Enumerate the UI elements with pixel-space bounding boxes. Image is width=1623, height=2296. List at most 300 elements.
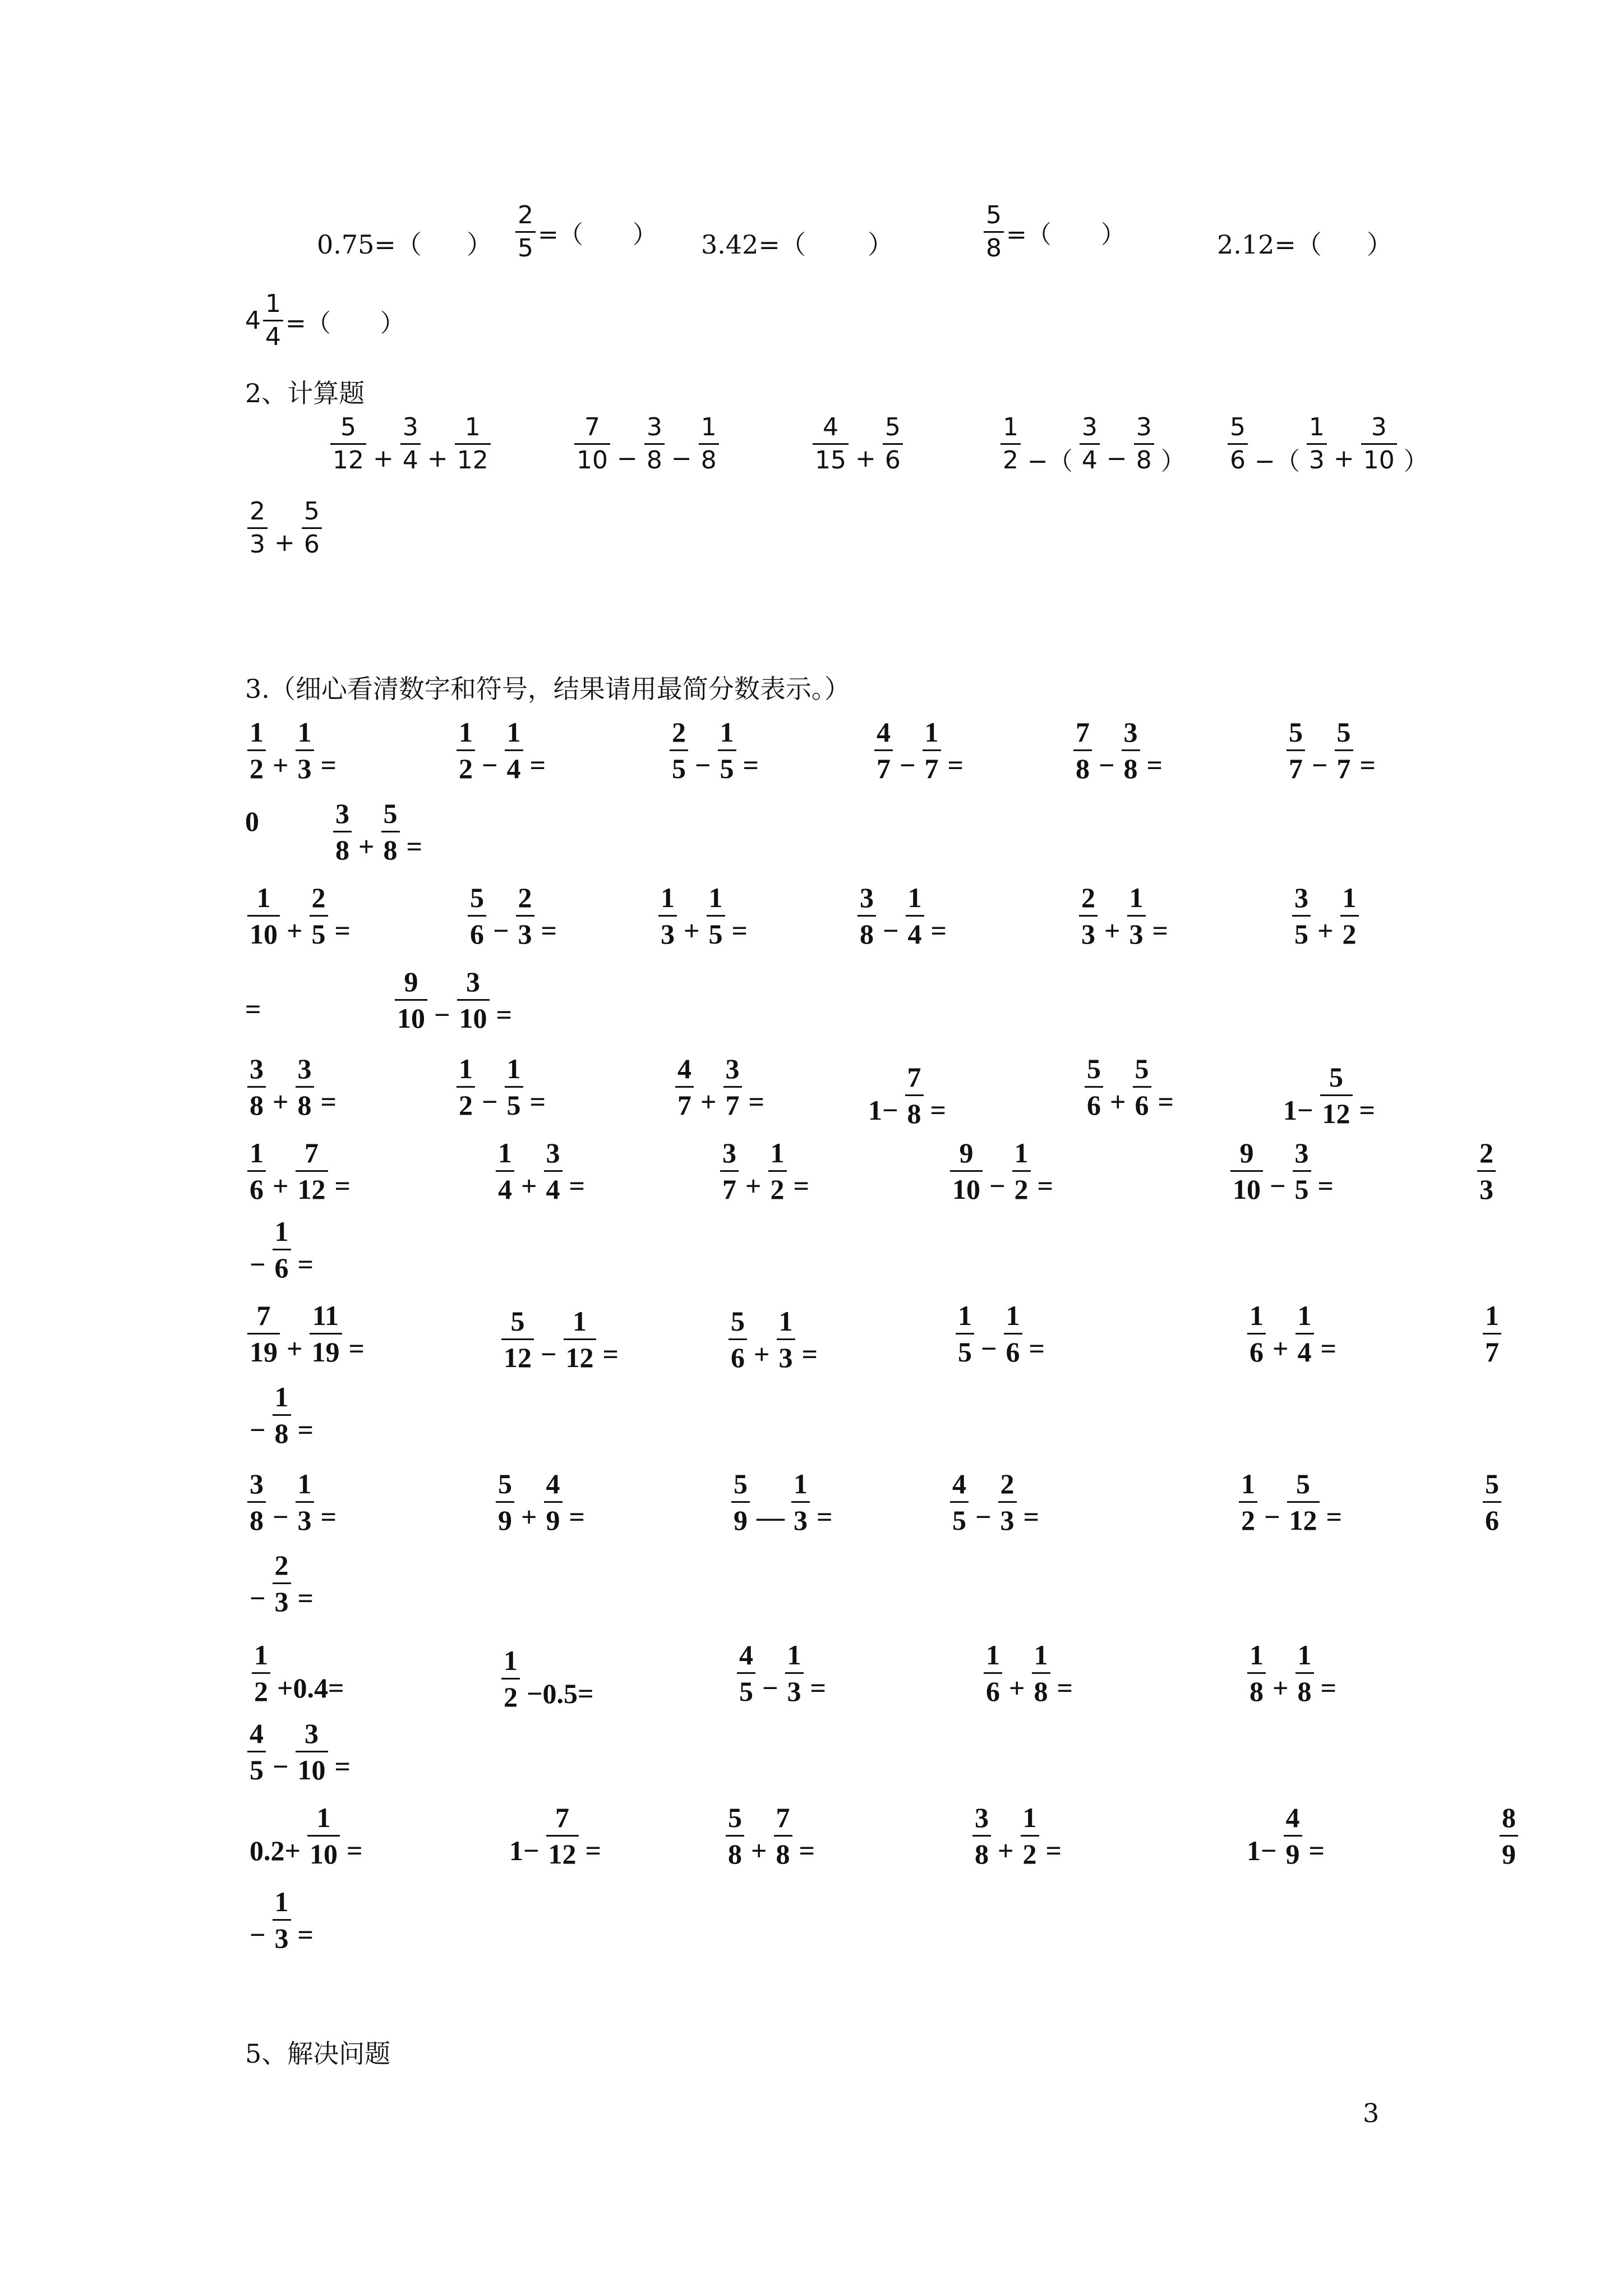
fraction-bar (1295, 1333, 1314, 1335)
fraction-bar (950, 1170, 983, 1172)
fraction (574, 415, 610, 473)
fraction (310, 1301, 342, 1366)
fraction (1021, 1803, 1039, 1868)
denominator: 6 (470, 918, 484, 950)
numerator: 1 (1249, 1639, 1264, 1671)
exercise-item-32 (726, 1307, 822, 1372)
operator: = (1057, 1672, 1073, 1704)
fraction (726, 1803, 744, 1868)
operator: − (762, 1672, 778, 1704)
fraction-bar (857, 915, 876, 917)
exercise-item-31 (499, 1307, 623, 1372)
denominator: 9 (1502, 1838, 1516, 1870)
numerator: 1 (256, 882, 271, 913)
operator: = (731, 914, 748, 946)
fraction (247, 1055, 266, 1119)
fraction (247, 884, 280, 948)
operator: = (348, 1332, 365, 1364)
fraction (728, 1307, 747, 1372)
exercise-item-37 (245, 1470, 341, 1534)
numerator: 2 (518, 882, 532, 913)
operator: + (855, 444, 876, 473)
numerator: 2 (311, 882, 326, 913)
numerator: 9 (404, 966, 418, 997)
fraction (1335, 718, 1353, 783)
fraction (273, 1888, 291, 1952)
fraction-bar (670, 749, 688, 751)
numerator: 1 (1034, 1639, 1048, 1671)
numerator: 3 (546, 1137, 560, 1168)
denominator: 3 (274, 1586, 289, 1617)
numerator: 5 (1296, 1468, 1310, 1499)
numerator: 4 (546, 1468, 560, 1499)
denominator: 12 (565, 1342, 594, 1373)
denominator: 2 (459, 1089, 473, 1121)
fraction (984, 1641, 1002, 1705)
operator: + (274, 528, 295, 557)
numerator: 5 (1135, 1053, 1149, 1084)
operator: = (529, 749, 546, 781)
numerator: 1 (498, 1137, 512, 1168)
fraction-bar (956, 1333, 974, 1335)
fraction (468, 884, 486, 948)
denominator: 8 (250, 1089, 264, 1121)
fraction-bar (1004, 1333, 1022, 1335)
numerator: 5 (1289, 716, 1303, 748)
denominator: 2 (1003, 446, 1018, 475)
fraction (658, 884, 677, 948)
operator: + (1110, 1085, 1126, 1117)
numerator: 5 (340, 413, 356, 441)
fraction-bar (457, 999, 490, 1001)
fraction-bar (1000, 443, 1021, 445)
exercise-item-12 (855, 884, 951, 948)
fraction (505, 1055, 523, 1119)
denominator: 12 (297, 1174, 326, 1205)
fraction-bar (1085, 1086, 1103, 1088)
exercise-item-29 (245, 1217, 318, 1282)
operator: = (541, 914, 557, 946)
denominator: 3 (794, 1504, 808, 1536)
operator: −0.5= (527, 1677, 594, 1709)
fraction-bar (296, 1501, 314, 1503)
exercise-item-52 (723, 1803, 819, 1868)
fraction-bar (296, 1086, 314, 1088)
fraction-bar (675, 1086, 694, 1088)
exercise-item-34 (1245, 1301, 1341, 1366)
numerator: 1 (254, 1639, 268, 1671)
operator: + (754, 1338, 770, 1370)
operator: — (757, 1501, 785, 1533)
fraction (950, 1139, 983, 1203)
fraction (670, 718, 688, 783)
fraction-bar (455, 443, 491, 445)
fraction-bar (1292, 915, 1311, 917)
fraction-bar (1073, 749, 1092, 751)
denominator: 5 (1294, 1174, 1309, 1205)
numerator: 3 (646, 413, 662, 441)
denominator: 6 (1006, 1336, 1020, 1368)
denominator: 2 (1342, 918, 1357, 950)
fraction-bar (972, 1835, 991, 1837)
numerator: 1 (506, 1053, 521, 1084)
exercise-item-49 (245, 1719, 355, 1784)
denominator: 3 (1308, 446, 1325, 475)
numerator: 3 (725, 1053, 740, 1084)
numerator: 4 (952, 1468, 966, 1499)
denominator: 8 (383, 834, 398, 866)
operator: − (250, 1918, 266, 1950)
operator: = (297, 1248, 313, 1280)
operator: − (1106, 444, 1127, 473)
denominator: 10 (952, 1174, 980, 1205)
sec1-item-1 (317, 224, 492, 261)
denominator: 4 (506, 753, 521, 784)
fraction (395, 968, 427, 1032)
denominator: 3 (1479, 1174, 1493, 1205)
fraction (774, 1803, 792, 1868)
section-2-title: 2、计算题 (245, 378, 365, 408)
numerator: 5 (303, 497, 320, 526)
denominator: 8 (297, 1089, 312, 1121)
numerator: 7 (584, 413, 600, 441)
fraction-bar (310, 1333, 342, 1335)
fraction-bar (1247, 1333, 1266, 1335)
fraction-bar (1293, 1170, 1311, 1172)
exercise-item-45 (499, 1646, 598, 1711)
numerator: 3 (250, 1053, 264, 1084)
denominator: 5 (720, 753, 734, 784)
denominator: 3 (1081, 918, 1095, 950)
fraction-bar (1335, 749, 1353, 751)
fraction (247, 1719, 266, 1784)
fraction (455, 415, 491, 473)
numerator: 4 (677, 1053, 691, 1084)
fraction (1012, 1139, 1031, 1203)
fraction (330, 415, 366, 473)
operator: ） (1403, 447, 1428, 476)
denominator: 6 (884, 446, 901, 475)
fraction-bar (1284, 1835, 1302, 1837)
operator: + (1009, 1672, 1025, 1704)
fraction-bar (544, 1501, 562, 1503)
operator: = (245, 993, 261, 1025)
fraction (874, 718, 893, 783)
numerator: 3 (335, 798, 349, 829)
numerator: 2 (1000, 1468, 1015, 1499)
operator: 0 (245, 806, 259, 837)
denominator: 6 (1087, 1089, 1101, 1121)
sec1-item-1-pre: 0.75=（ (317, 229, 422, 260)
fraction (516, 884, 534, 948)
fraction (906, 884, 924, 948)
numerator: 1 (1485, 1300, 1499, 1331)
numerator: 1 (770, 1137, 785, 1168)
denominator: 10 (459, 1002, 487, 1034)
fraction-bar (395, 999, 427, 1001)
operator: = (334, 1750, 351, 1782)
numerator: 5 (1087, 1053, 1101, 1084)
operator: = (947, 749, 963, 781)
fraction (296, 1719, 328, 1784)
fraction (737, 1641, 755, 1705)
fraction: $\frac{5}{8}$ (984, 203, 1004, 261)
operator: − (273, 1501, 289, 1533)
fraction-bar (307, 1835, 340, 1837)
page-number: 3 (1363, 2098, 1380, 2128)
exercise-item-23 (245, 1139, 355, 1203)
denominator: 5 (250, 1754, 264, 1786)
fraction-bar (1122, 749, 1140, 751)
numerator: 7 (555, 1802, 569, 1833)
denominator: 5 (1294, 918, 1308, 950)
fraction-bar (1230, 1170, 1263, 1172)
fraction (1293, 1139, 1311, 1203)
numerator: 9 (959, 1137, 974, 1168)
operator: = (334, 914, 351, 946)
fraction-bar (699, 443, 719, 445)
operator: = (801, 1338, 818, 1370)
numerator: 1 (1003, 413, 1018, 441)
fraction-bar (658, 915, 677, 917)
operator: + (998, 1834, 1014, 1866)
denominator: 12 (548, 1838, 577, 1870)
denominator: 4 (546, 1174, 560, 1205)
exercise-item-30 (245, 1301, 369, 1366)
fraction-bar (516, 915, 534, 917)
denominator: 19 (250, 1336, 278, 1368)
denominator: 8 (975, 1838, 989, 1870)
fraction-bar (247, 1501, 266, 1503)
fraction (273, 1383, 291, 1447)
numerator: 5 (884, 413, 901, 441)
fraction (1284, 1803, 1302, 1868)
fraction (1340, 884, 1359, 948)
numerator: 3 (1294, 1137, 1309, 1168)
numerator: 1 (986, 1639, 1000, 1671)
operator: 1− (1247, 1834, 1277, 1866)
numerator: 3 (1136, 413, 1152, 441)
fraction (1032, 1641, 1050, 1705)
exercise-item-51 (505, 1803, 606, 1868)
numerator: 2 (1081, 882, 1095, 913)
numerator: 8 (1502, 1802, 1516, 1833)
operator: = (406, 830, 422, 862)
denominator: 6 (1230, 446, 1246, 475)
fraction-bar (785, 1672, 804, 1674)
fraction-bar (1239, 1501, 1257, 1503)
exercise-item-48 (1245, 1641, 1341, 1705)
operator: − (900, 749, 916, 781)
numerator: 3 (722, 1137, 736, 1168)
numerator: 5 (1336, 716, 1351, 748)
operator: = (569, 1170, 585, 1202)
fraction-bar (501, 1678, 520, 1680)
denominator: 5 (952, 1504, 966, 1536)
denominator: 6 (986, 1676, 1000, 1707)
fraction (1133, 1055, 1151, 1119)
operator: − (250, 1248, 266, 1280)
denominator: 12 (457, 446, 488, 475)
exercise-item-2 (454, 718, 550, 783)
denominator: 8 (728, 1838, 742, 1870)
operator: − (482, 1085, 498, 1117)
exercise-item-25 (718, 1139, 814, 1203)
fraction-bar (273, 1414, 291, 1416)
exercise-item-4 (872, 718, 968, 783)
exercise-item-6 (1284, 718, 1380, 783)
fraction (496, 1139, 514, 1203)
operator: = (1359, 749, 1376, 781)
fraction-bar (252, 1672, 270, 1674)
fraction-bar (1134, 443, 1154, 445)
fraction-bar (330, 443, 366, 445)
fraction (252, 1641, 270, 1705)
operator: + (521, 1170, 537, 1202)
numerator: 11 (312, 1300, 339, 1331)
fraction (1483, 1470, 1501, 1534)
operator: + (1333, 444, 1354, 473)
numerator: 7 (305, 1137, 319, 1168)
denominator: 8 (1249, 1676, 1264, 1707)
fraction (720, 1139, 739, 1203)
fraction (1239, 1470, 1257, 1534)
exercise-item-8 (331, 799, 427, 864)
denominator: 8 (250, 1504, 264, 1536)
numerator: 1 (1342, 882, 1357, 913)
operator: = (297, 1918, 313, 1950)
operator: = (585, 1834, 601, 1866)
fraction-bar (1228, 443, 1248, 445)
operator: + (273, 749, 289, 781)
operator: = (529, 1085, 546, 1117)
fraction-bar (1287, 1501, 1320, 1503)
fraction (1287, 718, 1305, 783)
denominator: 10 (397, 1002, 425, 1034)
operator: = (793, 1170, 809, 1202)
denominator: 3 (787, 1676, 801, 1707)
exercise-item-15 (245, 993, 261, 1025)
operator: = (1320, 1332, 1336, 1364)
numerator: 5 (470, 882, 484, 913)
fraction-bar (998, 1501, 1017, 1503)
denominator: 10 (1233, 1174, 1261, 1205)
fraction-bar (1500, 1835, 1518, 1837)
denominator: 8 (274, 1418, 289, 1449)
fraction-bar (247, 527, 268, 529)
denominator: 2 (1014, 1174, 1029, 1205)
exercise-item-1 (245, 718, 341, 783)
fraction-bar (296, 749, 314, 751)
denominator: 9 (1285, 1838, 1300, 1870)
operator: + (1272, 1672, 1289, 1704)
exercise-item-26 (948, 1139, 1058, 1203)
exercise-item-5 (1071, 718, 1167, 783)
fraction (564, 1307, 596, 1372)
fraction (905, 1063, 924, 1128)
operator: − (883, 914, 899, 946)
numerator: 1 (250, 1137, 264, 1168)
operator: + (273, 1085, 289, 1117)
fraction-bar (1127, 915, 1146, 917)
numerator: 5 (498, 1468, 512, 1499)
denominator: 8 (907, 1098, 921, 1129)
exercise-item-27 (1228, 1139, 1338, 1203)
fraction (972, 1803, 991, 1868)
denominator: 9 (498, 1504, 512, 1536)
exercise-item-39 (729, 1470, 837, 1534)
numerator: 1 (459, 1053, 473, 1084)
denominator: 3 (250, 530, 265, 559)
fraction (457, 968, 490, 1032)
fraction-bar (457, 1086, 475, 1088)
numerator: 5 (731, 1305, 745, 1337)
numerator: 2 (250, 497, 265, 526)
fraction (956, 1301, 974, 1366)
fraction (699, 415, 719, 473)
calc-item-4 (998, 413, 1190, 476)
fraction (247, 1139, 266, 1203)
exercise-item-19 (673, 1055, 769, 1119)
fraction (307, 1803, 340, 1868)
numerator: 7 (907, 1061, 921, 1093)
fraction (718, 718, 736, 783)
operator: + (427, 444, 448, 473)
calc-item-1 (328, 415, 493, 473)
operator: = (1308, 1834, 1325, 1866)
fraction-bar (1477, 1170, 1496, 1172)
fraction (296, 718, 314, 783)
operator: = (810, 1672, 826, 1704)
fraction-bar (247, 1333, 280, 1335)
denominator: 3 (297, 1504, 312, 1536)
fraction (1004, 1301, 1022, 1366)
fraction-bar (574, 443, 610, 445)
sec1-item-1-post: ） (466, 229, 492, 260)
operator: − (989, 1170, 1006, 1202)
fraction-bar (728, 1338, 747, 1340)
fraction-bar (544, 1170, 562, 1172)
fraction-bar (950, 1501, 969, 1503)
operator: = (347, 1834, 363, 1866)
exercise-item-16 (393, 968, 517, 1032)
denominator: 8 (700, 446, 717, 475)
operator: + (1317, 914, 1334, 946)
fraction (546, 1803, 579, 1868)
numerator: 9 (1239, 1137, 1254, 1168)
fraction-bar (720, 1170, 739, 1172)
operator: − (671, 444, 692, 473)
denominator: 2 (1241, 1504, 1255, 1536)
denominator: 5 (708, 918, 723, 950)
denominator: 6 (274, 1252, 289, 1283)
operator: + (684, 914, 700, 946)
operator: − (1264, 1501, 1280, 1533)
calc-item-3 (810, 415, 905, 473)
fraction (1080, 415, 1100, 473)
denominator: 3 (1129, 918, 1144, 950)
exercise-item-43 (245, 1551, 318, 1616)
denominator: 2 (254, 1676, 268, 1707)
denominator: 2 (1022, 1838, 1037, 1870)
denominator: 10 (250, 918, 278, 950)
exercise-item-33 (953, 1301, 1049, 1366)
denominator: 3 (274, 1922, 289, 1954)
fraction (1287, 1470, 1320, 1534)
fraction-bar (1079, 915, 1098, 917)
operator: 0.2+ (250, 1834, 301, 1866)
numerator: 1 (907, 882, 922, 913)
